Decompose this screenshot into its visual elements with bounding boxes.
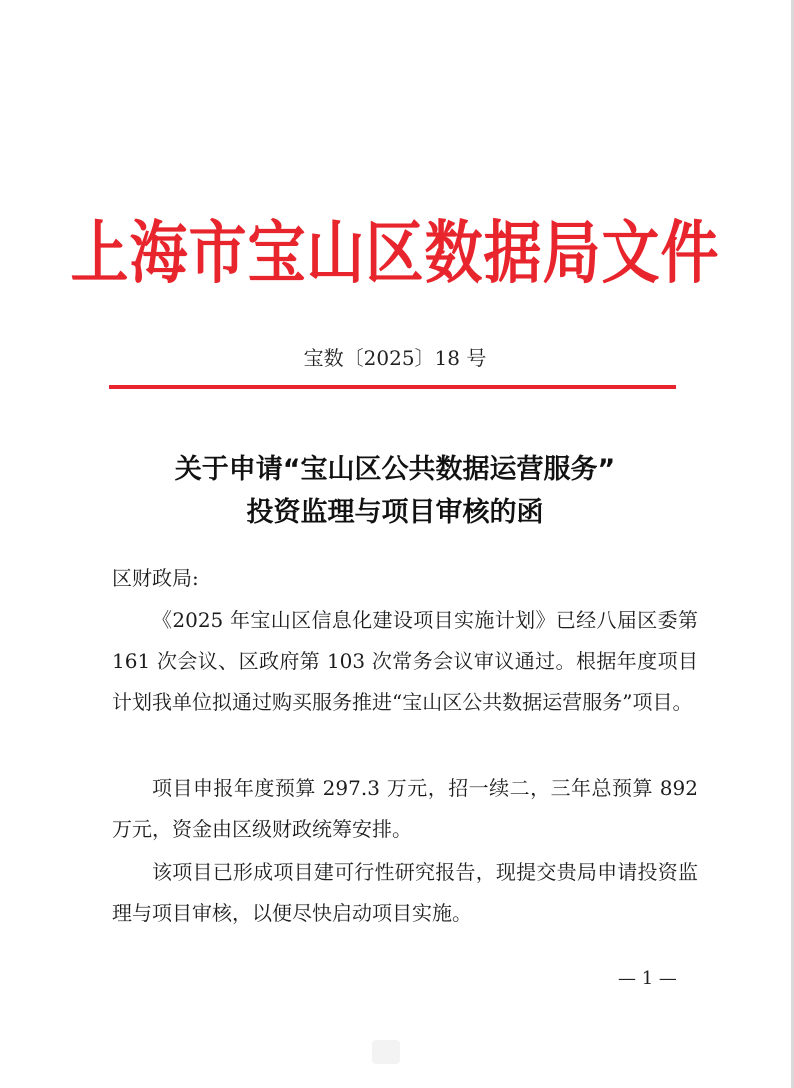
body-paragraph-1: 《2025 年宝山区信息化建设项目实施计划》已经八届区委第 161 次会议、区政府第 103 次常务会议审议通过。根据年度项目计划我单位拟通过购买服务推进“宝山区公共数据运营服务”项目。 [112,608,698,714]
subject-title [0,448,790,534]
body-paragraph-3: 该项目已形成项目建可行性研究报告，现提交贵局申请投资监理与项目审核，以便尽快启动项目实施。 [112,860,698,925]
issuer-header: 上海市宝山区数据局文件 [70,212,720,294]
document-number: 宝数〔2025〕18 号 [303,346,487,370]
scan-artifact [372,1040,400,1064]
body-paragraph-2: 项目申报年度预算 297.3 万元，招一续二，三年总预算 892 万元，资金由区级财政统筹安排。 [112,776,698,841]
subject-title-line-2: 投资监理与项目审核的函 [246,497,544,528]
red-divider-line [109,385,676,389]
page-number: — 1 — [618,968,677,989]
salutation: 区财政局: [112,566,199,590]
subject-title-line-1: 关于申请“宝山区公共数据运营服务” [174,454,616,485]
